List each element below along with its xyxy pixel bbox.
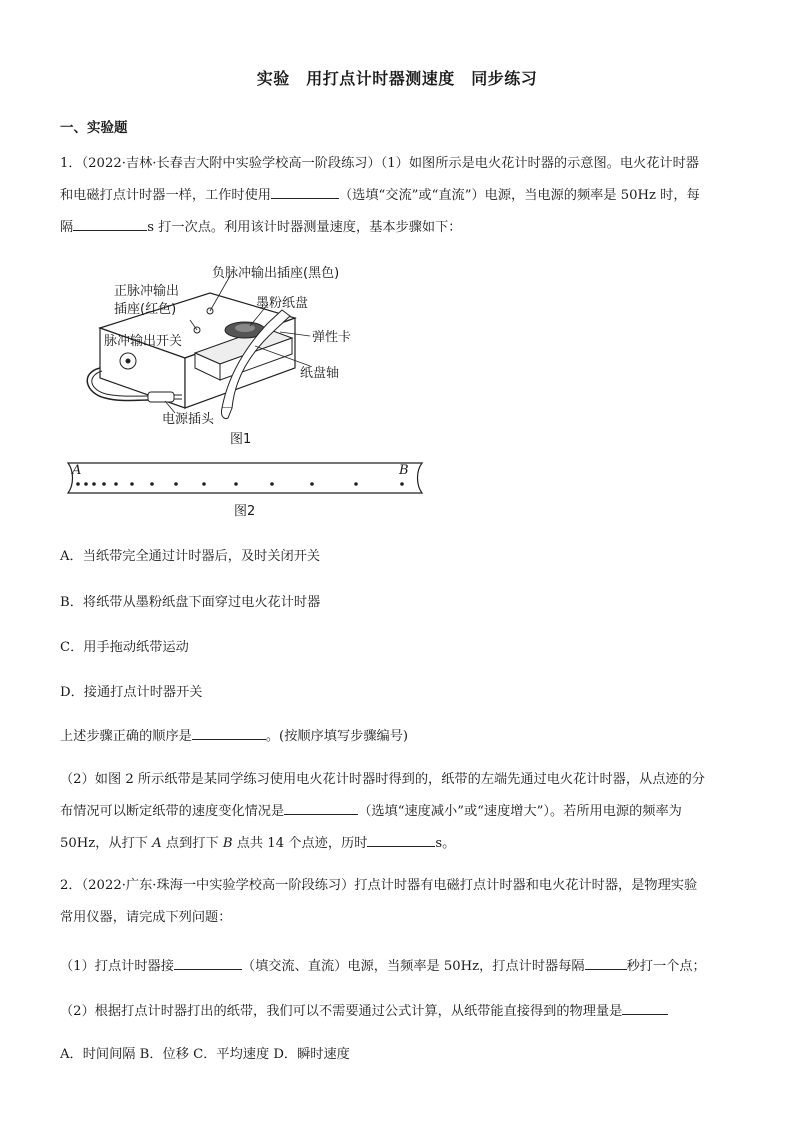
text-segment: 隔 (60, 220, 74, 235)
label-elastic-clip: 弹性卡 (312, 330, 352, 345)
answer-blank-interval[interactable] (73, 216, 147, 231)
tape-dot (114, 482, 118, 486)
answer-blank-interval-2[interactable] (585, 955, 627, 970)
answer-blank-direct-quantity[interactable] (622, 1000, 668, 1015)
label-negative-socket: 负脉冲输出插座(黑色) (212, 266, 340, 281)
label-disc-axis: 纸盘轴 (300, 366, 340, 381)
tape-dot (76, 482, 80, 486)
tape-dot (130, 482, 134, 486)
question-1-line-3 (60, 212, 738, 244)
question-1-line-1: 1．（2022·吉林·长春吉大附中实验学校高一阶段练习）（1）如图所示是电火花计时器的示意图。电火花计时器 (60, 156, 699, 171)
text-segment: 50Hz，从打下 (60, 836, 153, 851)
tape-dot (202, 482, 206, 486)
point-a-ref: A (152, 836, 162, 851)
text-segment: （选填“交流”或“直流”）电源，当电源的频率是 50Hz 时，每 (339, 188, 700, 203)
tape-dot (174, 482, 178, 486)
text-segment: 。(按顺序填写步骤编号) (265, 729, 409, 744)
label-positive-socket-line1: 正脉冲输出 (114, 284, 180, 299)
label-ink-disc: 墨粉纸盘 (256, 296, 309, 311)
text-segment: （选填“速度减小”或“速度增大”）。若所用电源的频率为 (358, 804, 682, 819)
option-a: A．当纸带完全通过计时器后，及时关闭开关 (60, 549, 321, 564)
answer-blank-speed-change[interactable] (284, 800, 358, 815)
question-1-line-2 (60, 180, 738, 212)
tape-dot (84, 482, 88, 486)
paper-tape-drawing (60, 459, 430, 499)
part-2-line-1: （2）如图 2 所示纸带是某同学练习使用电火花计时器时得到的，纸带的左端先通过电火花计时器，从点迹的分 (60, 772, 705, 787)
tape-dot (354, 482, 358, 486)
order-question (60, 725, 408, 744)
option-b: B．将纸带从墨粉纸盘下面穿过电火花计时器 (60, 595, 321, 610)
tape-dot (310, 482, 314, 486)
text-segment: 布情况可以断定纸带的速度变化情况是 (60, 804, 285, 819)
text-segment: （填交流、直流）电源，当频率是 50Hz，打点计时器每隔 (241, 959, 585, 974)
label-power-plug: 电源插头 (162, 412, 215, 427)
question-2-line-1: 2．（2022·广东·珠海一中实验学校高一阶段练习）打点计时器有电磁打点计时器和电火花计时器，是物理实验 (60, 878, 698, 893)
figure-1-caption: 图1 (230, 432, 252, 447)
section-heading: 一、实验题 (60, 120, 128, 136)
text-segment: s 打一次点。利用该计时器测量速度，基本步骤如下： (147, 220, 462, 235)
option-c: C．用手拖动纸带运动 (60, 640, 189, 655)
point-b-ref: B (222, 836, 233, 851)
tape-dot (150, 482, 154, 486)
figure-2-caption: 图2 (234, 504, 256, 519)
option-d: D．接通打点计时器开关 (60, 685, 203, 700)
question-2-options: A．时间间隔 B．位移 C．平均速度 D．瞬时速度 (60, 1047, 350, 1062)
part-2-line-2 (60, 796, 738, 828)
figure-2-paper-tape (60, 459, 430, 499)
point-a-label: A (72, 463, 82, 478)
figure-1-spark-timer (60, 258, 440, 448)
answer-blank-power-type-2[interactable] (174, 955, 242, 970)
label-pulse-switch: 脉冲输出开关 (104, 334, 183, 349)
question-2-line-2: 常用仪器，请完成下列问题： (60, 910, 232, 925)
answer-blank-elapsed-time[interactable] (367, 832, 435, 847)
text-segment: s。 (435, 836, 456, 851)
text-segment: （1）打点计时器接 (60, 959, 174, 974)
question-2-part-2 (60, 1000, 668, 1019)
tape-dot (234, 482, 238, 486)
answer-blank-power-type[interactable] (271, 184, 339, 199)
part-2-line-3 (60, 828, 738, 860)
text-segment: 点共 14 个点迹，历时 (232, 836, 368, 851)
tape-dot (270, 482, 274, 486)
question-1-stem (60, 148, 738, 244)
point-b-label: B (399, 463, 409, 478)
text-segment: 点到打下 (161, 836, 223, 851)
answer-blank-order[interactable] (192, 725, 266, 740)
label-positive-socket-line2: 插座(红色) (114, 302, 177, 317)
text-segment: 上述步骤正确的顺序是 (60, 729, 192, 744)
question-1-part-2 (60, 764, 738, 860)
text-segment: （2）根据打点计时器打出的纸带，我们可以不需要通过公式计算，从纸带能直接得到的物理量是 (60, 1004, 623, 1019)
tape-dot (102, 482, 106, 486)
text-segment: 秒打一个点； (626, 959, 706, 974)
question-2-part-1 (60, 955, 706, 974)
page-title: 实验 用打点计时器测速度 同步练习 (256, 69, 538, 88)
question-2-stem (60, 870, 738, 934)
text-segment: 和电磁打点计时器一样，工作时使用 (60, 188, 271, 203)
tape-dot (92, 482, 96, 486)
tape-dot (400, 482, 404, 486)
